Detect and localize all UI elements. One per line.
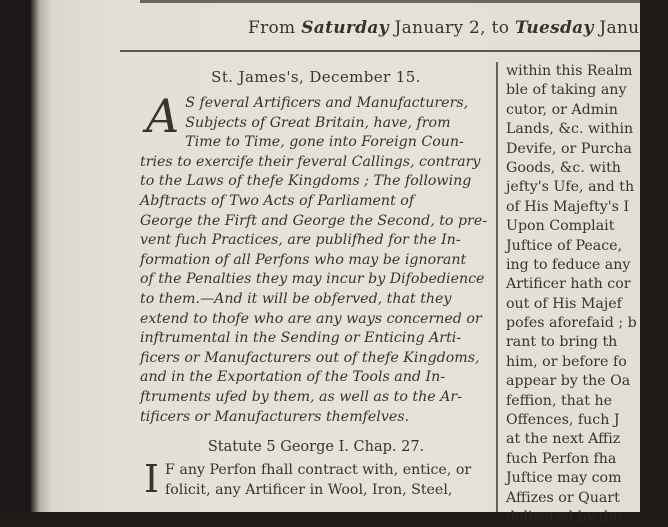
article-line: Subjects of Great Britain, have, from [185, 114, 451, 131]
article-line: to them.—And it will be obferved, that they [140, 290, 452, 307]
masthead-day-2: Tuesday [514, 18, 594, 38]
article-line: Abftracts of Two Acts of Parliament of [140, 192, 415, 209]
right-column-line: Goods, &c. with [506, 159, 621, 176]
article-line: tries to exercife their feveral Callings, contrary [140, 153, 481, 170]
right-column-line: ing to feduce any [506, 256, 631, 273]
article-line: formation of all Perfons who may be ignorant [140, 251, 467, 268]
article-line: extend to thofe who are any ways concerned or [140, 310, 482, 327]
right-column-line: Affizes or Quart [506, 489, 620, 506]
right-column-line: Lands, &c. within [506, 121, 634, 138]
right-column-line: within this Realm [506, 63, 633, 79]
right-column-line: cutor, or Admin [506, 101, 618, 118]
right-column-line: jefty's Ufe, and th [506, 179, 635, 196]
masthead-suffix: Janu [593, 18, 640, 38]
right-column [506, 62, 640, 527]
right-column-line: fuch Perfon fha [506, 450, 617, 467]
right-column-line: at the next Affiz [506, 431, 621, 448]
article-line: and in the Exportation of the Tools and In- [140, 369, 446, 386]
article-line: of the Penalties they may incur by Difobedience [140, 271, 485, 288]
article-line: George the Firft and George the Second, to pre- [140, 212, 488, 229]
right-column-line: him, or before fo [506, 353, 627, 370]
right-column-line: ble of taking any [506, 82, 627, 99]
article-line: tificers or Manufacturers themfelves. [140, 408, 410, 425]
statute-line: F any Perfon fhall contract with, entice, or [165, 462, 472, 479]
right-column-line: rant to bring th [506, 334, 618, 351]
masthead-day-1: Saturday [301, 18, 389, 38]
right-column-line: delivered by due [506, 508, 626, 525]
top-border-rule [140, 0, 640, 3]
right-column-line: pofes aforefaid ; b [506, 315, 637, 332]
article-line: ftruments ufed by them, as well as to the Ar- [140, 388, 462, 405]
right-column-line: out of His Majef [506, 295, 622, 312]
article-line: ficers or Manufacturers out of thefe Kingdoms, [140, 349, 480, 366]
statute-drop-cap: I [144, 457, 160, 502]
drop-cap: A [146, 89, 180, 143]
article-dateline: St. James's, December 15. [211, 68, 421, 86]
masthead-middle: January 2, to [388, 18, 515, 38]
right-column-line: Offences, fuch J [506, 412, 620, 429]
right-column-line: of His Majefty's I [506, 198, 630, 215]
article-line: Time to Time, gone into Foreign Coun- [185, 134, 464, 151]
statute-heading: Statute 5 George I. Chap. 27. [207, 439, 425, 456]
right-column-line: appear by the Oa [506, 373, 631, 390]
right-column-line: feffion, that he [506, 392, 613, 409]
right-column-line: Juftice of Peace, [506, 237, 623, 254]
masthead-rule [120, 50, 640, 52]
masthead-prefix: From [248, 18, 302, 38]
masthead-date-line [248, 18, 668, 38]
right-column-line: Devife, or Purcha [506, 140, 632, 157]
column-divider [496, 62, 498, 512]
article-paragraph [140, 89, 492, 427]
statute-paragraph [140, 457, 492, 502]
statute-line: folicit, any Artificer in Wool, Iron, Steel, [165, 481, 453, 498]
article-line: to the Laws of thefe Kingdoms ; The following [140, 173, 472, 190]
left-column [140, 62, 492, 500]
right-column-line: Artificer hath cor [506, 276, 631, 293]
article-line: S feveral Artificers and Manufacturers, [185, 95, 469, 111]
right-column-line: Upon Complait [506, 218, 615, 235]
right-column-line: Juftice may com [506, 470, 622, 487]
article-line: vent fuch Practices, are publifhed for the In- [140, 232, 461, 249]
article-line: inftrumental in the Sending or Enticing Arti- [140, 330, 462, 347]
